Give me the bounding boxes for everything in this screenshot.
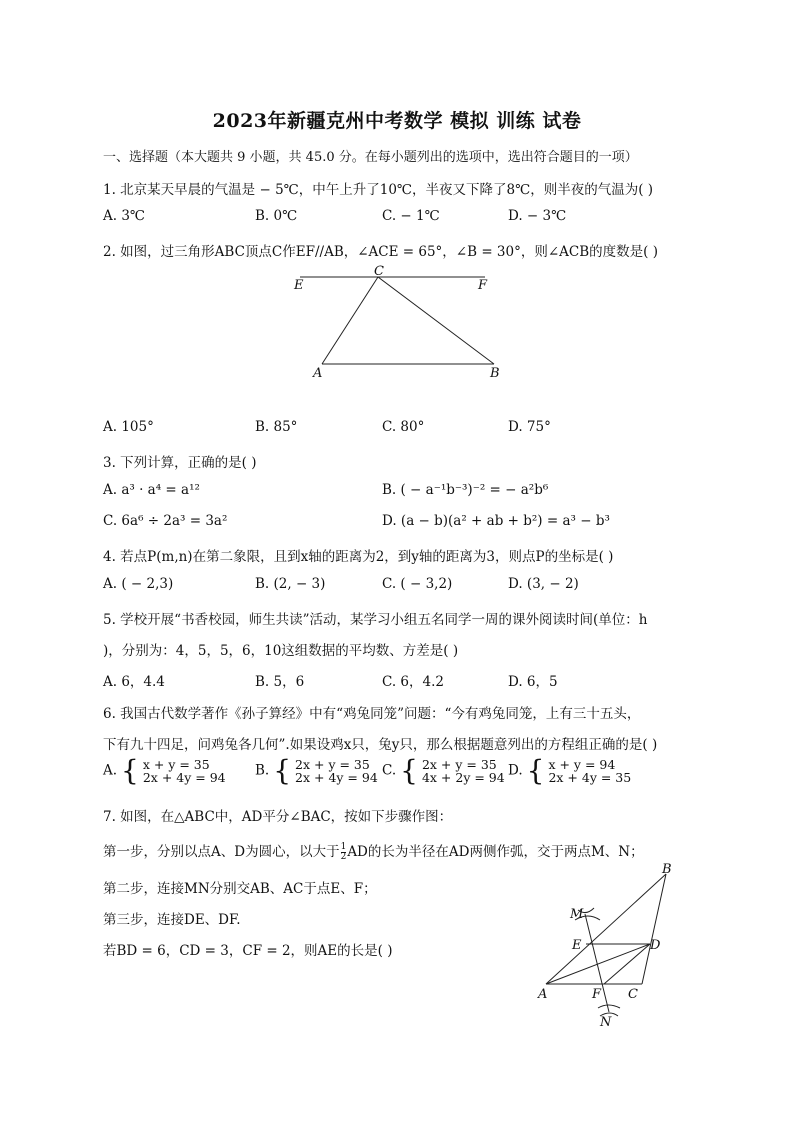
label-f: F <box>478 278 488 293</box>
q7-question: 若BD = 6，CD = 3，CF = 2，则AE的长是( ) <box>103 943 393 959</box>
q1-option-a[interactable]: A. 3℃ <box>103 208 146 224</box>
q7-step-1-pre: 第一步，分别以点A、D为圆心，以大于 <box>103 844 340 860</box>
q6-option-a[interactable] <box>103 754 226 787</box>
q4-option-d[interactable]: D. (3, − 2) <box>508 576 579 592</box>
q6-option-b-letter: B. <box>255 762 270 779</box>
q6-c-eq1: 2x + y = 35 <box>421 757 497 772</box>
arc-n-1 <box>598 1005 620 1008</box>
q5-option-a[interactable]: A. 6，4.4 <box>103 674 165 690</box>
question-4-stem: 4. 若点P(m,n)在第二象限，且到x轴的距离为2，到y轴的距离为3，则点P的坐标是( ) <box>103 549 614 565</box>
side-ab <box>546 874 666 984</box>
q6-option-c-letter: C. <box>382 762 397 779</box>
q6-d-eq1: x + y = 94 <box>548 757 616 772</box>
question-1-stem: 1. 北京某天早晨的气温是 − 5℃，中午上升了10℃，半夜又下降了8℃，则半夜的气温为( ) <box>103 182 654 198</box>
label-e: E <box>572 938 582 953</box>
q3-option-d[interactable]: D. (a − b)(a² + ab + b²) = a³ − b³ <box>382 513 610 529</box>
segment-ad <box>546 944 650 984</box>
q6-option-b[interactable] <box>255 754 378 787</box>
label-a: A <box>313 366 323 381</box>
q1-option-b[interactable]: B. 0℃ <box>255 208 298 224</box>
label-b: B <box>490 366 500 381</box>
q6-option-d-letter: D. <box>508 762 523 779</box>
question-5-stem-line1: 5. 学校开展“书香校园，师生共读”活动，某学习小组五名同学一周的课外阅读时间(单位：h <box>103 612 648 628</box>
q5-option-c[interactable]: C. 6，4.2 <box>382 674 444 690</box>
question-2-stem: 2. 如图，过三角形ABC顶点C作EF//AB，∠ACE = 65°，∠B = 30°，则∠ACB的度数是( ) <box>103 244 658 260</box>
fraction-numerator: 1 <box>340 842 347 852</box>
q5-option-b[interactable]: B. 5，6 <box>255 674 305 690</box>
label-d: D <box>650 938 661 953</box>
q7-step-2: 第二步，连接MN分别交AB、AC于点E、F； <box>103 881 377 897</box>
label-n: N <box>600 1015 612 1030</box>
fraction-denominator: 2 <box>340 852 347 862</box>
q1-option-d[interactable]: D. − 3℃ <box>508 208 567 224</box>
triangle-figure <box>280 260 510 390</box>
q6-option-a-letter: A. <box>103 762 118 779</box>
q7-step-1-post: AD的长为半径在AD两侧作弧，交于两点M、N； <box>347 844 644 860</box>
label-e: E <box>294 278 304 293</box>
brace-icon: { <box>121 754 139 787</box>
q3-option-c[interactable]: C. 6a⁶ ÷ 2a³ = 3a² <box>103 513 228 529</box>
q6-d-eq2: 2x + 4y = 35 <box>548 770 632 785</box>
brace-icon: { <box>526 754 545 787</box>
question-6-stem-line1: 6. 我国古代数学著作《孙子算经》中有“鸡兔同笼”问题：“今有鸡兔同笼，上有三十五头， <box>103 706 641 722</box>
q1-option-c[interactable]: C. − 1℃ <box>382 208 440 224</box>
q2-option-c[interactable]: C. 80° <box>382 419 425 435</box>
q7-step-1 <box>103 840 644 862</box>
q4-option-a[interactable]: A. ( − 2,3) <box>103 576 174 592</box>
side-ca <box>322 277 378 364</box>
q3-option-a[interactable]: A. a³ · a⁴ = a¹² <box>103 482 200 498</box>
q6-a-eq2: 2x + 4y = 94 <box>142 770 226 785</box>
label-f: F <box>592 987 602 1002</box>
q4-option-c[interactable]: C. ( − 3,2) <box>382 576 453 592</box>
q6-b-eq2: 2x + 4y = 94 <box>295 770 378 785</box>
question-7-stem: 7. 如图，在△ABC中，AD平分∠BAC，按如下步骤作图： <box>103 809 453 825</box>
q6-option-d[interactable] <box>508 754 632 787</box>
q6-c-eq2: 4x + 2y = 94 <box>421 770 505 785</box>
q6-option-c[interactable] <box>382 754 505 787</box>
q4-option-b[interactable]: B. (2, − 3) <box>255 576 326 592</box>
q6-b-eq1: 2x + y = 35 <box>295 757 370 772</box>
q6-a-eq1: x + y = 35 <box>142 757 210 772</box>
q3-option-b[interactable]: B. ( − a⁻¹b⁻³)⁻² = − a²b⁶ <box>382 482 549 498</box>
side-bc <box>642 874 666 984</box>
q5-option-d[interactable]: D. 6，5 <box>508 674 558 690</box>
label-b: B <box>662 862 672 877</box>
question-5-stem-line2: )，分别为：4，5，5，6，10这组数据的平均数、方差是( ) <box>103 643 459 659</box>
q2-option-d[interactable]: D. 75° <box>508 419 551 435</box>
label-a: A <box>538 987 548 1002</box>
fraction-one-half <box>341 843 347 862</box>
label-c: C <box>374 264 384 279</box>
label-c: C <box>628 987 638 1002</box>
question-3-stem: 3. 下列计算，正确的是( ) <box>103 455 257 471</box>
q2-option-b[interactable]: B. 85° <box>255 419 298 435</box>
question-6-stem-line2: 下有九十四足，问鸡兔各几何”.如果设鸡x只，兔y只，那么根据题意列出的方程组正确的是( ) <box>103 737 658 753</box>
q2-option-a[interactable]: A. 105° <box>103 419 154 435</box>
construction-figure <box>528 862 688 1034</box>
brace-icon: { <box>273 754 292 787</box>
brace-icon: { <box>400 754 418 787</box>
side-cb <box>378 277 494 364</box>
label-m: M <box>570 907 584 922</box>
section-heading: 一、选择题（本大题共 9 小题，共 45.0 分。在每小题列出的选项中，选出符合题目的一项） <box>103 150 638 165</box>
q7-step-3: 第三步，连接DE、DF. <box>103 912 241 928</box>
page-title: 2023年新疆克州中考数学 模拟 训练 试卷 <box>212 110 582 132</box>
